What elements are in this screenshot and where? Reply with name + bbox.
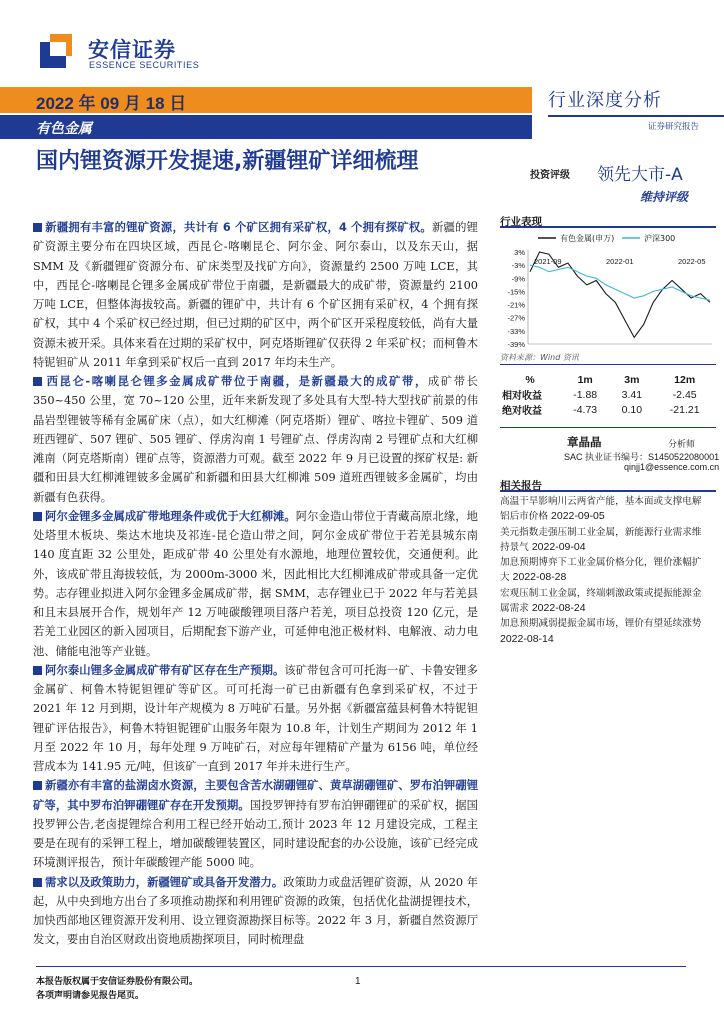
table-cell: 0.10 [621,403,643,416]
analyst-role: 分析师 [668,440,696,450]
y-tick-label: -9% [511,274,525,284]
performance-table [500,372,716,417]
paragraph: 需求以及政策助力，新疆锂矿或具备开发潜力。政策助力或盘活锂矿资源，从 2020 年起，从中央到地方出台了多项推动勘探和利用锂矿资源的政策，包括优化盐湖提锂技术，加快西部地区锂资源开发利用、设立锂资源勘探目标等。2022 年 3 月，新疆自然资源厅发文，要由自治区财政出资地质勘探项目，同时梳理盘 [33,875,478,947]
related-section-header [500,474,716,492]
analyst-name: 章晶晶 [567,435,602,449]
page-number: 1 [355,976,361,987]
paragraph: 西昆仑-喀喇昆仑锂多金属成矿带位于南疆，是新疆最大的成矿带，成矿带长 350~450 公里，宽 70~120 公里，近年来新发现了多处具有大型-特大型找矿前景的伟晶岩型锂铍等稀有金属矿床（点），如大红柳滩（阿克塔斯）锂矿、喀拉卡锂矿、509 道班西锂矿、507 锂矿、505 锂矿、俘虏沟南 1 号锂矿点、俘虏沟南 2 号锂矿点和大红柳滩南（阿克塔斯南）锂矿点等，资源潜力可观。截至 2022 年 9 月已设置的探矿权是: 新疆和田县大红柳滩锂铍多金属矿和新疆和田县大红柳滩 509 道班西锂铍多金属矿，均由新疆有色获得。 [33,375,478,504]
brand-name: 安信证券 [88,38,176,62]
paragraph: 新疆亦有丰富的盐湖卤水资源，主要包含苦水湖硼锂矿、黄草湖硼锂矿、罗布泊钾硼锂矿等，其中罗布泊钾硼锂矿存在开发预期。国投罗钾持有罗布泊钾硼锂矿的采矿权，据国投罗钾公告,老卤提锂综合利用工程已经开始动工,预计 2023 年 12 月建设完成，工程主要是在现有的采钾工程上，增加碳酸锂装置区，同时建设配套的办公设施，该矿已经完成环境测评报告，预计年碳酸锂产能 5000 吨。 [33,779,478,870]
table-header-cell: % [525,373,535,386]
divider [500,364,716,365]
legend-label: 有色金属(申万) [560,234,615,243]
paragraph: 阿尔金锂多金属成矿带地理条件或优于大红柳滩。阿尔金造山带位于青藏高原北缘，地处塔里木板块、柴达木地块及祁连-昆仑造山带之间，阿尔金成矿带位于若羌县城东南 140 度直距 32 公里处，距成矿带 40 公里处有水源地，地理位置较优，交通便利。此外，该成矿带且海拔较低，为 2000m-3000 米，因此相比大红柳滩成矿带或具备一定优势。志存锂业拟进入阿尔金锂多金属成矿带，据 SMM，志存锂业已于 2022 年与若羌县和且末县展开合作，规划年产 12 万吨碳酸锂项目落户若羌，项目总投资 120 亿元，是若羌工业园区的新入园项目，后期配套下游产业，可延伸电池正极材料、电解液、动力电池、储能电池等产业链。 [33,509,478,658]
table-row [500,387,716,402]
related-reports [500,494,710,647]
divider [500,427,716,428]
paragraph: 阿尔泰山锂多金属成矿带有矿区存在生产预期。该矿带包含可可托海一矿、卡鲁安锂多金属矿、柯鲁木特铌钽锂矿等矿区。可可托海一矿已由新疆有色拿到采矿权，不过于 2021 年 12 月到期，设计年产规模为 8 万吨矿石量。另外据《新疆富蕴县柯鲁木特铌钽锂矿评估报告》，柯鲁木特钽铌锂矿山服务年限为 10.8 年，计划生产期间为 2012 年 1 月至 2022 年 10 月，每年处理 9 万吨矿石，对应每年锂精矿产量为 6156 吨，单位经营成本为 141.95 元/吨，但该矿一直到 2017 年并未进行生产。 [33,663,478,773]
list-item[interactable]: 美元指数走强压制工业金属，新能源行业需求维持景气 2022-09-04 [500,526,702,553]
bullet-square-icon [33,781,42,790]
report-subtype: 证券研究报告 [648,122,700,132]
paragraph: 新疆拥有丰富的锂矿资源，共计有 6 个矿区拥有采矿权，4 个拥有探矿权。新疆的锂矿资源主要分布在四块区域，西昆仑-喀喇昆仑、阿尔金、阿尔泰山，以及东天山，据 SMM 及《新疆锂矿资源分布、矿床类型及找矿方向》，资源量约 2500 万吨 LCE，其中，西昆仑-喀喇昆仑锂多金属成矿带位于南疆，是新疆最大的成矿带，资源量约 2100 万吨 LCE，但整体海拔较高。新疆的锂矿中，共计有 6 个矿区拥有采矿权，4 个拥有探矿权，其中 4 个采矿权已经过期，但已过期的矿区中，两个矿区开采程度较低，尚有大量资源未被开采。具体来看在过期的采矿权中，阿克塔斯锂矿仅获得 2 年采矿权；而柯鲁木特铌钽矿从 2011 年拿到采矿权后一直到 2017 年均未生产。 [33,221,478,369]
essence-logo-icon [40,34,80,74]
table-cell: 3.41 [621,388,643,401]
y-tick-label: -15% [507,287,525,297]
table-header-cell: 3m [624,373,640,386]
list-item[interactable]: 加息预期博弈下工业金属价格分化，锂价涨幅扩大 2022-08-28 [500,557,702,584]
table-row-label: 相对收益 [502,391,542,402]
rating-label: 投资评级 [530,170,570,181]
x-tick-label: 2022-05 [678,257,706,266]
list-item[interactable]: 加息预期减弱提振金属市场，锂价有望延续涨势 2022-08-14 [500,618,702,645]
chart-source: 资料来源：Wind 资讯 [500,353,579,362]
y-tick-label: -21% [507,300,525,310]
performance-chart [500,228,716,348]
rating-keep: 维持评级 [640,190,689,204]
report-date: 2022 年 09 月 18 日 [36,94,187,113]
y-tick-label: -27% [507,313,525,323]
x-tick-label: 2021-09 [534,257,562,266]
series-line [530,265,710,300]
list-item[interactable]: 宏观压制工业金属，终端刺激政策或提振能源金属需求 2022-08-24 [500,587,702,615]
bullet-square-icon [33,223,42,232]
analyst-sac: SAC 执业证书编号：S1450522080001 [564,452,720,462]
report-type: 行业深度分析 [548,90,662,111]
bullet-square-icon [33,377,42,386]
y-tick-label: 3% [514,248,525,257]
related-section-title: 相关报告 [500,480,542,492]
x-tick-label: 2022-01 [606,257,634,266]
table-row-label: 绝对收益 [502,406,542,417]
sector-name: 有色金属 [36,121,92,137]
table-header-cell: 1m [577,373,593,386]
bullet-square-icon [33,666,42,675]
table-cell: -2.45 [672,388,697,401]
report-body [33,218,478,950]
table-cell: -21.21 [669,403,700,416]
y-tick-label: -33% [507,326,525,336]
footer-disclaimer: 各项声明请参见报告尾页。 [36,991,145,1001]
bullet-square-icon [33,512,42,521]
legend-label: 沪深300 [644,234,676,243]
report-type-divider [548,115,724,117]
y-tick-label: -3% [511,261,525,271]
y-tick-label: -39% [507,340,525,348]
rating-value: 领先大市-A [597,165,683,185]
list-item[interactable]: 高温干旱影响川云两省产能，基本面或支撑电解铝后市价格 2022-09-05 [500,496,702,523]
perf-section-title: 行业表现 [500,216,542,228]
footer-divider [36,966,686,967]
perf-section-header [500,210,716,228]
table-header-row [500,372,716,387]
table-cell: -1.88 [573,388,598,401]
page-title: 国内锂资源开发提速,新疆锂矿详细梳理 [36,149,419,174]
brand-name-en: ESSENCE SECURITIES [89,60,200,70]
analyst-email[interactable]: qinjj1@essence.com.cn [624,462,720,472]
table-row [500,402,716,417]
bullet-square-icon [33,878,42,887]
footer-copyright: 本报告版权属于安信证券股份有限公司。 [36,977,199,987]
table-cell: -4.73 [573,403,598,416]
table-header-cell: 12m [674,373,696,386]
